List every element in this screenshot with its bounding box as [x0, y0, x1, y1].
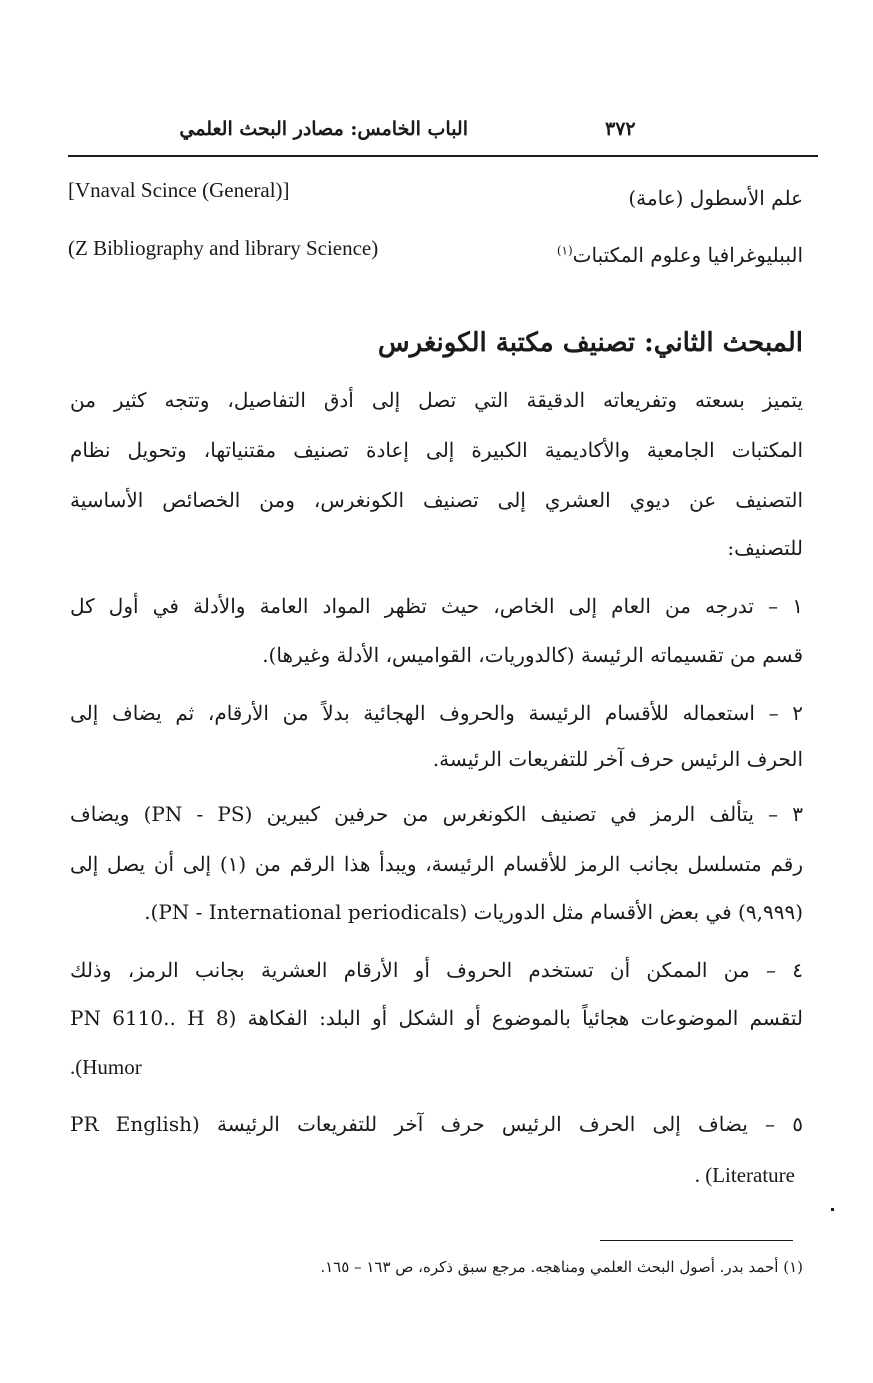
classification-ar-naval: علم الأسطول (عامة): [628, 186, 803, 210]
footnote-divider: [600, 1240, 793, 1241]
classification-ar-bibliography-text: الببليوغرافيا وعلوم المكتبات: [572, 243, 803, 267]
list-item-4-line: .(Humor: [70, 1055, 142, 1079]
list-item-2-line: الحرف الرئيس حرف آخر للتفريعات الرئيسة.: [432, 747, 803, 771]
intro-line: للتصنيف:: [727, 536, 803, 560]
running-header-title: الباب الخامس: مصادر البحث العلمي: [179, 118, 468, 140]
list-item-1-line: قسم من تقسيماته الرئيسة (كالدوريات، القواميس، الأدلة وغيرها).: [262, 643, 803, 667]
classification-en-bibliography: (Z Bibliography and library Science): [68, 236, 379, 260]
list-item-3-line: (٩,٩٩٩) في بعض الأقسام مثل الدوريات (PN - International periodicals).: [144, 900, 803, 924]
intro-line: المكتبات الجامعية والأكاديمية الكبيرة إلى إعادة تصنيف مقتنياتها، وتحويل نظام: [70, 438, 803, 462]
intro-line: يتميز بسعته وتفريعاته الدقيقة التي تصل إلى أدق التفاصيل، وتتجه كثير من: [70, 388, 803, 412]
stray-mark: [831, 1208, 834, 1211]
classification-en-naval: [Vnaval Scince (General)]: [68, 178, 290, 202]
header-divider: [68, 155, 818, 157]
list-item-3-line: ٣ – يتألف الرمز في تصنيف الكونغرس من حرفين كبيرين (PN - PS) ويضاف: [70, 802, 804, 826]
list-item-4-line: لتقسم الموضوعات هجائياً بالموضوع أو الشكل أو البلد: الفكاهة (PN 6110.. H 8: [70, 1006, 804, 1030]
list-item-1-line: ١ – تدرجه من العام إلى الخاص، حيث تظهر المواد العامة والأدلة في أول كل: [70, 594, 803, 618]
list-item-4-line: ٤ – من الممكن أن تستخدم الحروف أو الأرقام العشرية بجانب الرمز، وذلك: [70, 958, 803, 982]
list-item-3-line: رقم متسلسل بجانب الرمز للأقسام الرئيسة، ويبدأ هذا الرقم من (١) إلى أن يصل إلى: [70, 852, 803, 876]
list-item-5-line: ٥ – يضاف إلى الحرف الرئيس حرف آخر للتفريعات الرئيسة (PR English: [70, 1112, 803, 1136]
section-heading: المبحث الثاني: تصنيف مكتبة الكونغرس: [377, 328, 803, 358]
page-number: ٣٧٢: [605, 118, 636, 140]
list-item-2-line: ٢ – استعماله للأقسام الرئيسة والحروف الهجائية بدلاً من الأرقام، ثم يضاف إلى: [70, 701, 803, 725]
intro-line: التصنيف عن ديوي العشري إلى تصنيف الكونغرس، ومن الخصائص الأساسية: [70, 488, 803, 512]
list-item-5-line: . (Literature: [694, 1163, 795, 1187]
footnote-reference: (١): [556, 243, 573, 258]
classification-ar-bibliography: [557, 243, 803, 267]
footnote-text: (١) أحمد بدر. أصول البحث العلمي ومناهجه. مرجع سبق ذكره، ص ١٦٣ – ١٦٥.: [320, 1258, 803, 1276]
